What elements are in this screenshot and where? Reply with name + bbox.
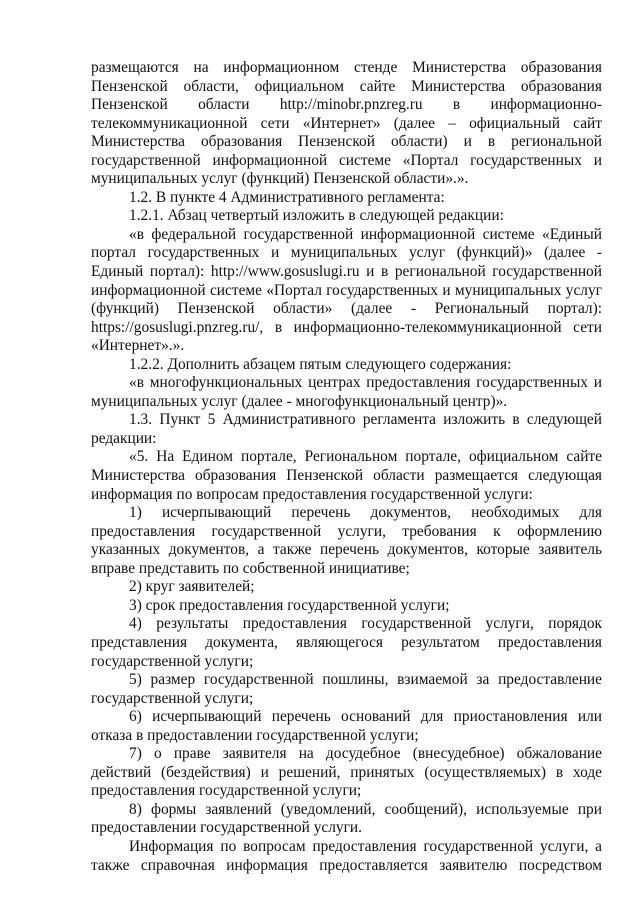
- paragraph-information: Информация по вопросам предоставления государственной услуги, а также справочная информация предоставляется заявителю посредством: [91, 837, 602, 874]
- list-item-8: 8) формы заявлений (уведомлений, сообщений), используемые при предоставлении государственной услуги.: [91, 800, 602, 837]
- list-item-6: 6) исчерпывающий перечень оснований для приостановления или отказа в предоставлении государственной услуги;: [91, 708, 602, 744]
- paragraph-1-2: 1.2. В пункте 4 Административного регламента:: [129, 188, 445, 206]
- list-item-7: 7) о праве заявителя на досудебное (внесудебное) обжалование действий (бездействия) и решений, принятых (осуществляемых) в ходе предоставления государственной услуги;: [91, 745, 602, 800]
- paragraph-point-5: «5. На Едином портале, Региональном портале, официальном сайте Министерства образования Пензенской области размещается следующая информация по вопросам предоставления государственной услуги:: [91, 448, 602, 503]
- list-item-5: 5) размер государственной пошлины, взимаемой за предоставление государственной услуги;: [91, 671, 602, 707]
- paragraph-1-3: 1.3. Пункт 5 Административного регламента изложить в следующей редакции:: [91, 411, 602, 447]
- document-page: [91, 59, 602, 875]
- paragraph-federal-portal: «в федеральной государственной информационной системе «Единый портал государственных и муниципальных услуг (функций)» (далее - Единый портал): http://www.gosuslugi.ru и в региональной государственной информационной системе «Портал государственных и муниципальных услуг (функций) Пензенской области» (далее - Региональный портал): https://gosuslugi.pnzreg.ru/, в информационно-телекоммуникационной сети «Интернет».».: [91, 225, 602, 355]
- list-item-1: 1) исчерпывающий перечень документов, необходимых для предоставления государственной услуги, требования к оформлению указанных документов, а также перечень документов, которые заявитель вправе представить по собственной инициативе;: [91, 504, 602, 577]
- paragraph-intro-continuation: размещаются на информационном стенде Министерства образования Пензенской области, официальном сайте Министерства образования Пензенской области http://minobr.pnzreg.ru в информационно-телекоммуникационной сети «Интернет» (далее – официальный сайт Министерства образования Пензенской области) и в региональной государственной информационной системе «Портал государственных и муниципальных услуг (функций) Пензенской области».».: [91, 59, 602, 188]
- list-item-4: 4) результаты предоставления государственной услуги, порядок представления документа, являющегося результатом предоставления государственной услуги;: [91, 615, 602, 670]
- paragraph-1-2-1: 1.2.1. Абзац четвертый изложить в следующей редакции:: [129, 207, 504, 225]
- list-item-2: 2) круг заявителей;: [129, 578, 255, 596]
- list-item-3: 3) срок предоставления государственной услуги;: [129, 596, 450, 614]
- paragraph-mfc: «в многофункциональных центрах предоставления государственных и муниципальных услуг (далее - многофункциональный центр)».: [91, 374, 602, 410]
- paragraph-1-2-2: 1.2.2. Дополнить абзацем пятым следующего содержания:: [129, 355, 512, 373]
